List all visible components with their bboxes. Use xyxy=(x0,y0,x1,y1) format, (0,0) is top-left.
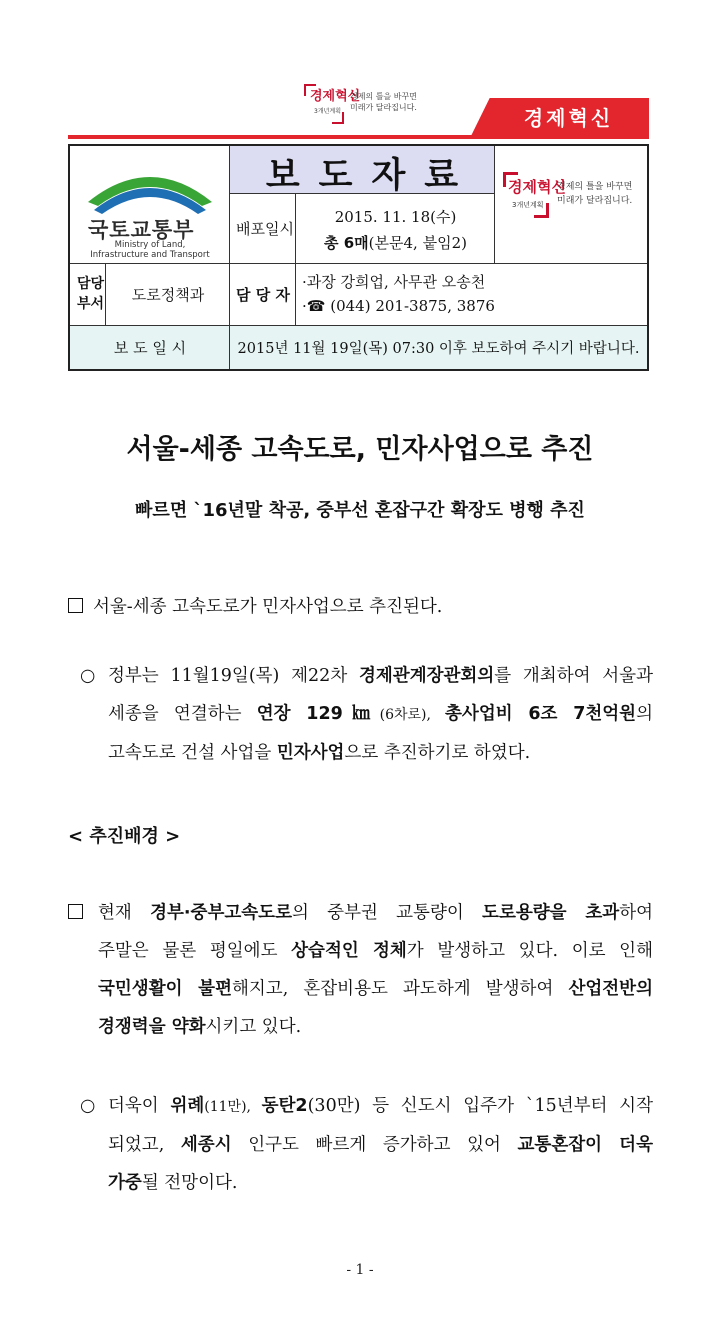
embargo-label: 보 도 일 시 xyxy=(113,339,187,357)
background-paragraph-cont xyxy=(98,932,653,1046)
logo-mark-small: 3개년계획 xyxy=(314,108,342,115)
embargo-value-cell xyxy=(230,326,647,369)
ministry-arc-icon xyxy=(80,158,220,218)
distribution-value-cell xyxy=(296,194,495,264)
lead-text: 서울-세종 고속도로가 민자사업으로 추진된다. xyxy=(93,597,443,617)
distribution-date: 2015. 11. 18(수) xyxy=(334,208,457,226)
subheadline: 빠르면 `16년말 착공, 중부선 혼잡구간 확장도 병행 추진 xyxy=(135,500,585,521)
bullet-1-paragraph xyxy=(108,657,653,772)
background-paragraph xyxy=(98,894,653,932)
bullet-1-line-2: 세종을 연결하는 연장 129㎞(6차로), 총사업비 6조 7천억원의 xyxy=(108,704,653,724)
page-count xyxy=(296,232,495,253)
square-bullet-icon xyxy=(68,598,83,613)
logo-mark: 경제혁신 xyxy=(310,89,361,104)
contact-phone: ·☎ (044) 201-3875, 3876 xyxy=(302,297,495,315)
press-release-title: 보도자료 xyxy=(265,156,478,196)
logo-mark-small: 3개년계획 xyxy=(512,201,544,209)
bullet-2-marker: ○ xyxy=(80,1096,96,1116)
lead-paragraph xyxy=(68,588,442,626)
bullet-2-line-1: 더욱이 위례(11만), 동탄2(30만) 등 신도시 입주가 `15년부터 시작 xyxy=(108,1096,653,1116)
bullet-2-line-3: 가중될 전망이다. xyxy=(108,1173,238,1193)
headline: 서울-세종 고속도로, 민자사업으로 추진 xyxy=(126,434,594,465)
page-count-detail: (본문4, 붙임2) xyxy=(368,234,467,252)
logo-tagline-2: 미래가 달라집니다. xyxy=(557,196,633,206)
background-line-2: 주말은 물론 평일에도 상습적인 정체가 발생하고 있다. 이로 인해 xyxy=(98,941,653,961)
bullet-2-paragraph xyxy=(108,1087,653,1202)
square-bullet-icon xyxy=(68,904,83,919)
background-line-1: 현재 경부·중부고속도로의 중부권 교통량이 도로용량을 초과하여 xyxy=(98,903,653,923)
contact-label: 담 당 자 xyxy=(236,286,290,304)
ministry-en-line-1: Ministry of Land, xyxy=(114,240,186,250)
bullet-2-line-2: 되었고, 세종시 인구도 빠르게 증가하고 있어 교통혼잡이 더욱 xyxy=(108,1135,653,1155)
background-line-3: 국민생활이 불편해지고, 혼잡비용도 과도하게 발생하여 산업전반의 xyxy=(98,979,653,999)
section-heading-background: < 추진배경 > xyxy=(68,826,181,847)
bullet-1-line-1: 정부는 11월19일(목) 제22차 경제관계장관회의를 개최하여 서울과 xyxy=(108,666,653,686)
dept-value-cell xyxy=(106,264,230,326)
dept-label-line-2: 부서 xyxy=(77,296,105,312)
logo-tagline-1: 경제의 틀을 바꾸면 xyxy=(557,182,633,192)
banner-label: 경제혁신 xyxy=(523,106,614,130)
logo-mark: 경제혁신 xyxy=(508,178,566,196)
contact-label-cell xyxy=(230,264,296,326)
innovation-logo-cell xyxy=(495,146,647,264)
press-header-table xyxy=(68,144,649,371)
background-bullet xyxy=(68,894,93,932)
top-economic-innovation-logo xyxy=(304,82,424,126)
ministry-name: 국토교통부 xyxy=(88,218,195,242)
embargo-label-cell xyxy=(70,326,230,369)
dept-label xyxy=(77,274,104,314)
dept-label-cell xyxy=(70,264,106,326)
distribution-label-cell xyxy=(230,194,296,264)
bullet-1-line-3: 고속도로 건설 사업을 민자사업으로 추진하기로 하였다. xyxy=(108,743,531,763)
embargo-value: 2015년 11월 19일(목) 07:30 이후 보도하여 주시기 바랍니다. xyxy=(237,341,640,357)
banner-rule xyxy=(68,135,649,139)
dept-label-line-1: 담당 xyxy=(77,276,105,292)
bullet-1-marker: ○ xyxy=(80,666,96,686)
contact-people: ·과장 강희업, 사무관 오송천 xyxy=(302,273,486,291)
dept-value: 도로정책과 xyxy=(131,286,205,304)
logo-tagline-2: 미래가 달라집니다. xyxy=(350,103,417,112)
ministry-name-english xyxy=(70,240,230,260)
page-number: - 1 - xyxy=(346,1262,374,1278)
logo-tagline-1: 경제의 틀을 바꾸면 xyxy=(350,92,417,101)
ministry-logo-cell xyxy=(70,146,230,264)
background-line-4: 경쟁력을 약화시키고 있다. xyxy=(98,1017,302,1037)
ministry-en-line-2: Infrastructure and Transport xyxy=(90,250,210,261)
page-count-total: 총 6매 xyxy=(324,234,369,252)
press-release-title-cell xyxy=(230,146,495,194)
contact-value-cell xyxy=(296,264,647,326)
distribution-label: 배포일시 xyxy=(236,220,294,238)
